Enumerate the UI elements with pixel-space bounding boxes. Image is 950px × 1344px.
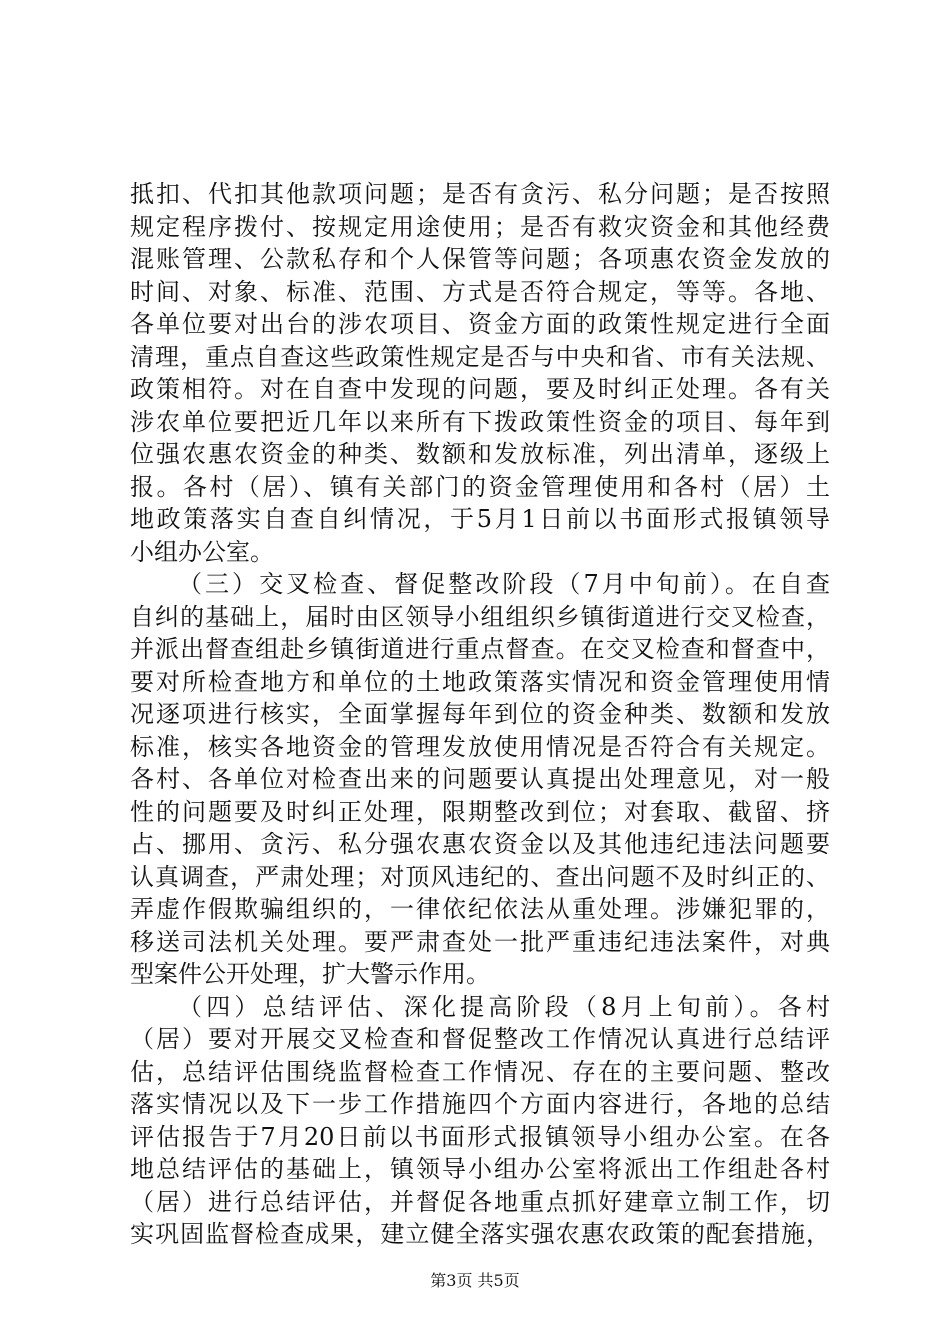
text-line: （居）进行总结评估，并督促各地重点抓好建章立制工作，切: [130, 1187, 830, 1216]
text-line: 抵扣、代扣其他款项问题；是否有贪污、私分问题；是否按照: [130, 180, 830, 208]
text-line: 涉农单位要把近几年以来所有下拨政策性资金的项目、每年到: [130, 407, 830, 436]
text-line: 并派出督查组赴乡镇街道进行重点督查。在交叉检查和督查中，: [130, 635, 830, 663]
text-line: 估，总结评估围绕监督检查工作情况、存在的主要问题、整改: [130, 1057, 830, 1086]
text-line: 地总结评估的基础上，镇领导小组办公室将派出工作组赴各村: [130, 1155, 830, 1183]
text-line: 地政策落实自查自纠情况，于5月1日前以书面形式报镇领导: [130, 505, 830, 533]
text-line: （居）要对开展交叉检查和督促整改工作情况认真进行总结评: [130, 1025, 830, 1053]
text-line: 位强农惠农资金的种类、数额和发放标准，列出清单，逐级上: [130, 440, 830, 468]
text-line: 弄虚作假欺骗组织的，一律依纪依法从重处理。涉嫌犯罪的，: [130, 895, 830, 923]
text-line: 认真调查，严肃处理；对顶风违纪的、查出问题不及时纠正的、: [130, 862, 830, 891]
paragraph-3: [130, 991, 830, 1251]
text-line: 自纠的基础上，届时由区领导小组组织乡镇街道进行交叉检查，: [130, 602, 830, 631]
text-line: 要对所检查地方和单位的土地政策落实情况和资金管理使用情: [130, 667, 830, 696]
text-line: （三）交叉检查、督促整改阶段（7月中旬前）。在自查: [178, 570, 830, 598]
text-line: 实巩固监督检查成果，建立健全落实强农惠农政策的配套措施，: [130, 1220, 830, 1248]
text-line: 各村、各单位对检查出来的问题要认真提出处理意见，对一般: [130, 765, 830, 793]
text-line: 报。各村（居）、镇有关部门的资金管理使用和各村（居）土: [130, 472, 830, 501]
text-line: 混账管理、公款私存和个人保管等问题；各项惠农资金发放的: [130, 245, 830, 273]
text-line: 各单位要对出台的涉农项目、资金方面的政策性规定进行全面: [130, 310, 830, 338]
text-line: 占、挪用、贪污、私分强农惠农资金以及其他违纪违法问题要: [130, 830, 830, 858]
page-footer: 第3页 共5页: [430, 1271, 520, 1290]
text-line: 政策相符。对在自查中发现的问题，要及时纠正处理。各有关: [130, 375, 830, 403]
text-line: 移送司法机关处理。要严肃查处一批严重违纪违法案件，对典: [130, 927, 830, 956]
text-line: 况逐项进行核实，全面掌握每年到位的资金种类、数额和发放: [130, 700, 830, 728]
text-line: （四）总结评估、深化提高阶段（8月上旬前）。各村: [178, 992, 830, 1021]
text-line: 规定程序拨付、按规定用途使用；是否有救灾资金和其他经费: [130, 212, 830, 241]
paragraph-2: [130, 568, 830, 991]
text-line: 性的问题要及时纠正处理，限期整改到位；对套取、截留、挤: [130, 797, 830, 826]
text-line: 小组办公室。: [130, 537, 274, 566]
body-text: [130, 178, 830, 1251]
paragraph-1: [130, 178, 830, 568]
text-line: 清理，重点自查这些政策性规定是否与中央和省、市有关法规、: [130, 342, 830, 371]
text-line: 型案件公开处理，扩大警示作用。: [130, 960, 490, 988]
text-line: 落实情况以及下一步工作措施四个方面内容进行，各地的总结: [130, 1090, 830, 1118]
text-line: 时间、对象、标准、范围、方式是否符合规定，等等。各地、: [130, 277, 830, 306]
text-line: 标准，核实各地资金的管理发放使用情况是否符合有关规定。: [130, 732, 830, 761]
text-line: 评估报告于7月20日前以书面形式报镇领导小组办公室。在各: [130, 1122, 830, 1151]
